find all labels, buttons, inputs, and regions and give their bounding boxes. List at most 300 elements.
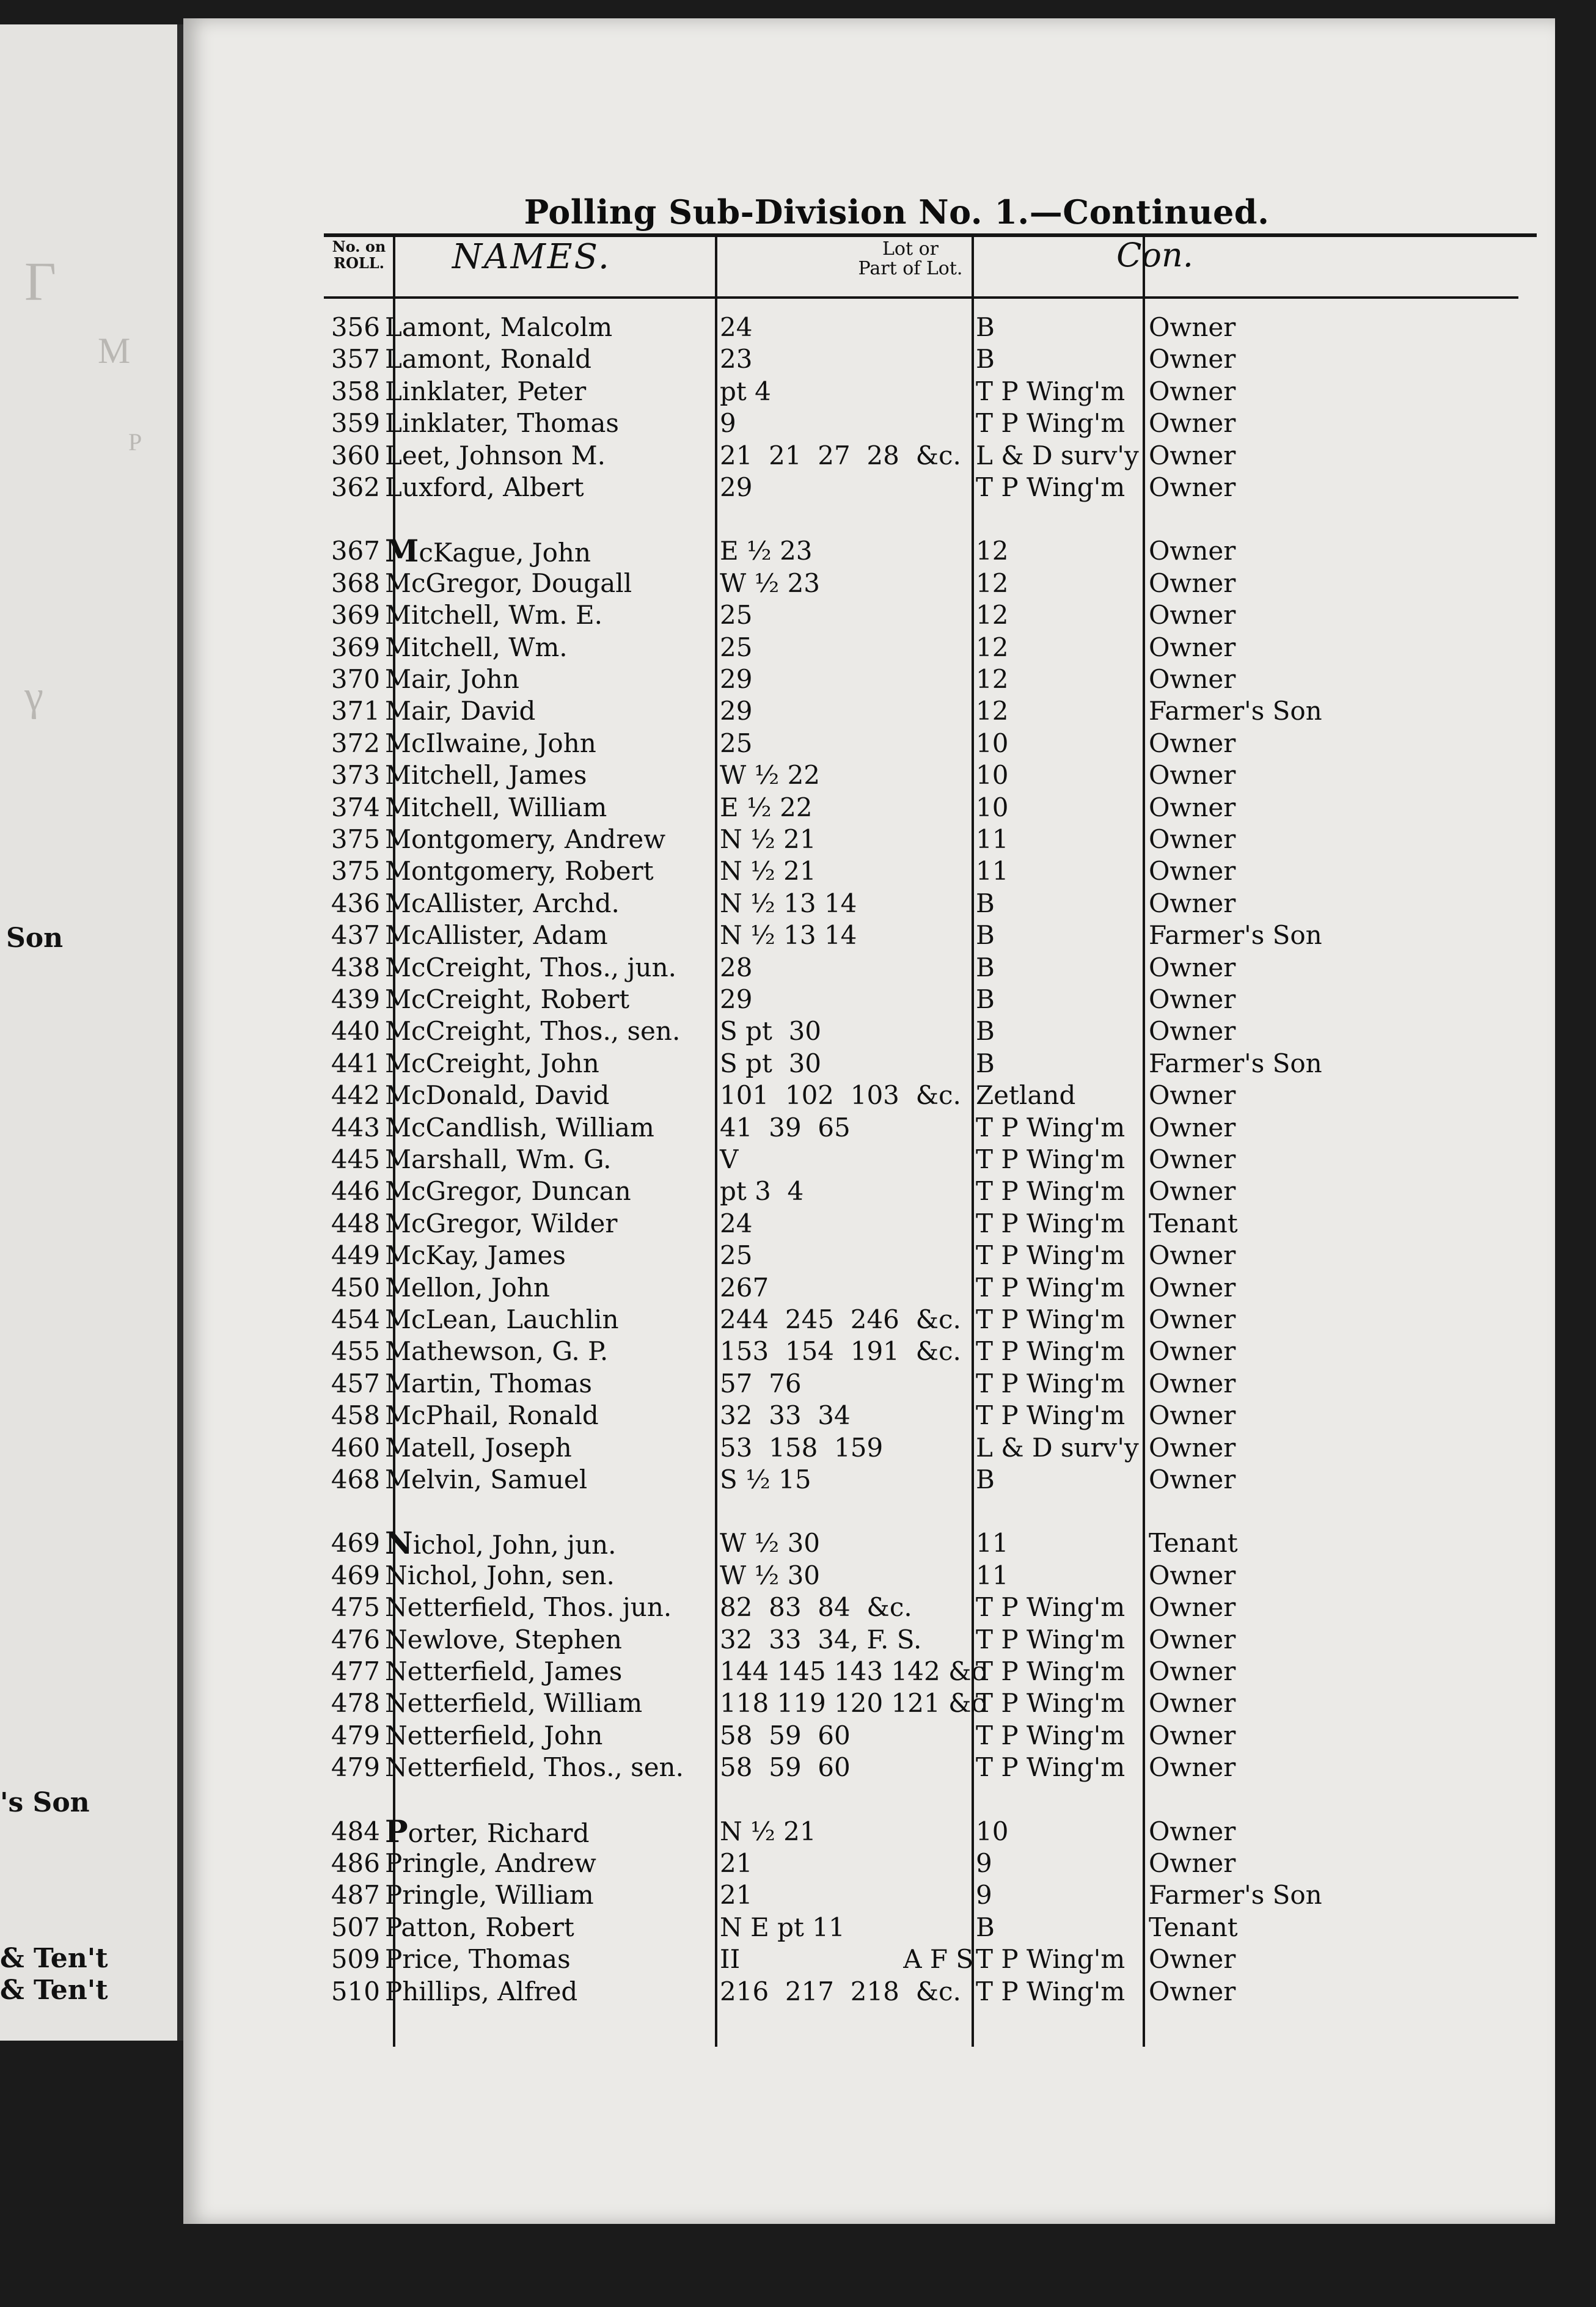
concession: T P Wing'm bbox=[976, 408, 1126, 438]
status: Tenant bbox=[1149, 1208, 1238, 1238]
roll-number: 370 bbox=[331, 664, 380, 694]
voter-name: Price, Thomas bbox=[385, 1944, 571, 1974]
status: Owner bbox=[1149, 1304, 1236, 1334]
status: Owner bbox=[1149, 1336, 1236, 1366]
concession: 10 bbox=[976, 760, 1009, 790]
voter-name: Phillips, Alfred bbox=[385, 1976, 578, 2006]
roll-number: 438 bbox=[331, 952, 380, 982]
ghost-glyph: M bbox=[98, 331, 131, 371]
table-row bbox=[183, 1976, 1555, 2008]
voter-name: Mair, David bbox=[385, 696, 536, 726]
voter-name: McAllister, Adam bbox=[385, 920, 608, 950]
roll-number: 367 bbox=[331, 536, 380, 566]
table-row bbox=[183, 1912, 1555, 1943]
roll-number: 358 bbox=[331, 376, 380, 406]
header-bottom-rule bbox=[324, 296, 1518, 299]
table-row bbox=[183, 376, 1555, 408]
lot: V bbox=[720, 1144, 739, 1174]
lot: 21 bbox=[720, 1848, 753, 1878]
concession: B bbox=[976, 1912, 995, 1942]
lot: 25 bbox=[720, 1240, 753, 1270]
lot: 24 bbox=[720, 312, 753, 342]
lot: N ½ 13 14 bbox=[720, 888, 857, 918]
table-row bbox=[183, 1527, 1555, 1559]
concession: 12 bbox=[976, 568, 1009, 598]
left-fragment-son: Son bbox=[6, 923, 64, 954]
roll-number: 445 bbox=[331, 1144, 380, 1174]
status: Owner bbox=[1149, 376, 1236, 406]
table-row bbox=[183, 1560, 1555, 1592]
roll-number: 487 bbox=[331, 1880, 380, 1910]
left-fragment-tenant: & Ten't bbox=[0, 1943, 108, 1974]
table-row bbox=[183, 952, 1555, 984]
lot: E ½ 22 bbox=[720, 792, 813, 822]
table-row bbox=[183, 1464, 1555, 1496]
concession: 11 bbox=[976, 1528, 1009, 1558]
lot: N ½ 21 bbox=[720, 824, 816, 854]
roll-number: 484 bbox=[331, 1816, 380, 1846]
voter-name: McPhail, Ronald bbox=[385, 1400, 599, 1430]
lot: S pt 30 bbox=[720, 1016, 822, 1046]
concession: B bbox=[976, 920, 995, 950]
voter-name: Mitchell, James bbox=[385, 760, 587, 790]
roll-number: 440 bbox=[331, 1016, 380, 1046]
concession: L & D surv'y bbox=[976, 441, 1139, 470]
concession: 10 bbox=[976, 728, 1009, 758]
voter-name: Pringle, Andrew bbox=[385, 1848, 596, 1878]
voter-name-rest: ichol, John, jun. bbox=[412, 1530, 617, 1560]
voter-name: McGregor, Wilder bbox=[385, 1208, 618, 1238]
roll-number: 373 bbox=[331, 760, 380, 790]
table-row bbox=[183, 1656, 1555, 1687]
voter-name bbox=[385, 535, 591, 569]
lot: 244 245 246 &c. bbox=[720, 1304, 961, 1334]
roll-number: 446 bbox=[331, 1176, 380, 1206]
voter-name: Nichol, John, sen. bbox=[385, 1560, 615, 1590]
lot: 28 bbox=[720, 952, 753, 982]
roll-number: 360 bbox=[331, 441, 380, 470]
lot: 23 bbox=[720, 344, 753, 374]
header-lot bbox=[785, 239, 1036, 279]
table-row bbox=[183, 1624, 1555, 1656]
roll-number: 374 bbox=[331, 792, 380, 822]
table-row bbox=[183, 1336, 1555, 1367]
table-row bbox=[183, 1400, 1555, 1431]
status: Farmer's Son bbox=[1149, 920, 1322, 950]
concession: 12 bbox=[976, 696, 1009, 726]
roll-number: 486 bbox=[331, 1848, 380, 1878]
voter-name-rest: cKague, John bbox=[419, 538, 591, 568]
concession: B bbox=[976, 1048, 995, 1078]
voter-name: Montgomery, Robert bbox=[385, 856, 654, 886]
voter-name: Marshall, Wm. G. bbox=[385, 1144, 612, 1174]
voter-name: McAllister, Archd. bbox=[385, 888, 620, 918]
table-row bbox=[183, 1208, 1555, 1240]
roll-number: 460 bbox=[331, 1433, 380, 1463]
roll-number: 449 bbox=[331, 1240, 380, 1270]
lot: W ½ 30 bbox=[720, 1560, 821, 1590]
concession: 11 bbox=[976, 824, 1009, 854]
concession: T P Wing'm bbox=[976, 1336, 1126, 1366]
section-initial: P bbox=[385, 1813, 408, 1849]
lot: 32 33 34 bbox=[720, 1400, 851, 1430]
status: Owner bbox=[1149, 344, 1236, 374]
status: Owner bbox=[1149, 1369, 1236, 1398]
concession: T P Wing'm bbox=[976, 1752, 1126, 1782]
roll-number: 510 bbox=[331, 1976, 380, 2006]
status: Owner bbox=[1149, 1592, 1236, 1622]
concession: B bbox=[976, 1016, 995, 1046]
table-row bbox=[183, 1175, 1555, 1207]
roll-number: 368 bbox=[331, 568, 380, 598]
lot: 29 bbox=[720, 664, 753, 694]
concession: T P Wing'm bbox=[976, 1304, 1126, 1334]
voter-name: Mair, John bbox=[385, 664, 519, 694]
ghost-glyph: γ bbox=[24, 673, 43, 720]
voter-name: Melvin, Samuel bbox=[385, 1464, 588, 1494]
page-title bbox=[183, 192, 1555, 232]
voter-name: McGregor, Duncan bbox=[385, 1176, 631, 1206]
table-row bbox=[183, 1015, 1555, 1047]
concession: T P Wing'm bbox=[976, 1976, 1126, 2006]
status: Owner bbox=[1149, 1656, 1236, 1686]
concession: T P Wing'm bbox=[976, 472, 1126, 502]
lot: W ½ 22 bbox=[720, 760, 821, 790]
voter-name: Martin, Thomas bbox=[385, 1369, 592, 1398]
voter-name: Mathewson, G. P. bbox=[385, 1336, 609, 1366]
table-row bbox=[183, 632, 1555, 664]
status: Owner bbox=[1149, 600, 1236, 630]
concession: T P Wing'm bbox=[976, 1720, 1126, 1750]
table-row bbox=[183, 1048, 1555, 1080]
status: Owner bbox=[1149, 1240, 1236, 1270]
voter-name: Linklater, Thomas bbox=[385, 408, 619, 438]
section-initial: M bbox=[385, 533, 419, 569]
status: Owner bbox=[1149, 952, 1236, 982]
status: Owner bbox=[1149, 1113, 1236, 1143]
lot: 58 59 60 bbox=[720, 1720, 851, 1750]
lot: pt 4 bbox=[720, 376, 771, 406]
status: Owner bbox=[1149, 1944, 1236, 1974]
table-row bbox=[183, 888, 1555, 920]
concession: T P Wing'm bbox=[976, 1113, 1126, 1143]
lot: 32 33 34, F. S. bbox=[720, 1625, 922, 1654]
voter-name: McCreight, Thos., sen. bbox=[385, 1016, 681, 1046]
concession: T P Wing'm bbox=[976, 1592, 1126, 1622]
roll-number: 442 bbox=[331, 1080, 380, 1110]
roll-number: 476 bbox=[331, 1625, 380, 1654]
lot: 144 145 143 142 &c bbox=[720, 1656, 986, 1686]
lot: 29 bbox=[720, 984, 753, 1014]
lot: N ½ 13 14 bbox=[720, 920, 857, 950]
status: Owner bbox=[1149, 760, 1236, 790]
concession: B bbox=[976, 312, 995, 342]
status: Owner bbox=[1149, 824, 1236, 854]
concession: T P Wing'm bbox=[976, 1625, 1126, 1654]
voter-name: McLean, Lauchlin bbox=[385, 1304, 619, 1334]
roll-number: 441 bbox=[331, 1048, 380, 1078]
concession: 12 bbox=[976, 600, 1009, 630]
status: Owner bbox=[1149, 1560, 1236, 1590]
voter-name: Matell, Joseph bbox=[385, 1433, 572, 1463]
section-initial: N bbox=[385, 1525, 413, 1561]
ghost-glyph: P bbox=[128, 428, 142, 456]
status: Owner bbox=[1149, 472, 1236, 502]
roll-number: 369 bbox=[331, 632, 380, 662]
table-row bbox=[183, 664, 1555, 695]
voter-name: Mitchell, William bbox=[385, 792, 607, 822]
table-row bbox=[183, 1368, 1555, 1400]
ghost-glyph: Γ bbox=[24, 252, 57, 312]
concession: T P Wing'm bbox=[976, 1688, 1126, 1718]
table-row bbox=[183, 1144, 1555, 1175]
lot: S ½ 15 bbox=[720, 1464, 811, 1494]
status: Owner bbox=[1149, 1688, 1236, 1718]
roll-number: 436 bbox=[331, 888, 380, 918]
roll-number: 469 bbox=[331, 1528, 380, 1558]
voter-name: Montgomery, Andrew bbox=[385, 824, 666, 854]
voter-name: McIlwaine, John bbox=[385, 728, 596, 758]
roll-number: 479 bbox=[331, 1720, 380, 1750]
roll-number: 478 bbox=[331, 1688, 380, 1718]
status: Owner bbox=[1149, 888, 1236, 918]
roll-number: 458 bbox=[331, 1400, 380, 1430]
voter-name: McGregor, Dougall bbox=[385, 568, 632, 598]
lot: 101 102 103 &c. bbox=[720, 1080, 961, 1110]
table-row bbox=[183, 1272, 1555, 1304]
status: Owner bbox=[1149, 408, 1236, 438]
concession: T P Wing'm bbox=[976, 1944, 1126, 1974]
concession: B bbox=[976, 984, 995, 1014]
lot: 9 bbox=[720, 408, 736, 438]
table-row bbox=[183, 984, 1555, 1015]
voter-name: Leet, Johnson M. bbox=[385, 441, 606, 470]
lot: II A F S bbox=[720, 1944, 974, 1974]
voter-name: Mitchell, Wm. bbox=[385, 632, 568, 662]
status: Owner bbox=[1149, 856, 1236, 886]
concession: B bbox=[976, 952, 995, 982]
lot: 21 bbox=[720, 1880, 753, 1910]
table-row bbox=[183, 1752, 1555, 1783]
voter-name: Netterfield, Thos. jun. bbox=[385, 1592, 672, 1622]
table-row bbox=[183, 1879, 1555, 1911]
roll-number: 372 bbox=[331, 728, 380, 758]
concession: 10 bbox=[976, 792, 1009, 822]
voter-name: Newlove, Stephen bbox=[385, 1625, 622, 1654]
concession: B bbox=[976, 888, 995, 918]
voter-name: McKay, James bbox=[385, 1240, 566, 1270]
voter-name: Patton, Robert bbox=[385, 1912, 574, 1942]
roll-number: 375 bbox=[331, 824, 380, 854]
table-row bbox=[183, 792, 1555, 824]
roll-number: 375 bbox=[331, 856, 380, 886]
status: Owner bbox=[1149, 792, 1236, 822]
voter-name: Lamont, Ronald bbox=[385, 344, 591, 374]
concession: T P Wing'm bbox=[976, 1208, 1126, 1238]
header-lot-line2: Part of Lot. bbox=[858, 258, 963, 279]
status: Owner bbox=[1149, 441, 1236, 470]
status: Tenant bbox=[1149, 1912, 1238, 1942]
table-row bbox=[183, 1304, 1555, 1336]
lot: 29 bbox=[720, 472, 753, 502]
lot: 24 bbox=[720, 1208, 753, 1238]
lot: N ½ 21 bbox=[720, 856, 816, 886]
table-row bbox=[183, 728, 1555, 759]
voter-name: McCreight, Robert bbox=[385, 984, 630, 1014]
concession: T P Wing'm bbox=[976, 1400, 1126, 1430]
status: Farmer's Son bbox=[1149, 1880, 1322, 1910]
lot: W ½ 23 bbox=[720, 568, 821, 598]
table-row bbox=[183, 1432, 1555, 1464]
status: Owner bbox=[1149, 568, 1236, 598]
lot: 21 21 27 28 &c. bbox=[720, 441, 961, 470]
lot: 118 119 120 121 &c bbox=[720, 1688, 986, 1718]
status: Owner bbox=[1149, 536, 1236, 566]
status: Owner bbox=[1149, 632, 1236, 662]
roll-number: 457 bbox=[331, 1369, 380, 1398]
lot: 57 76 bbox=[720, 1369, 802, 1398]
roll-number: 362 bbox=[331, 472, 380, 502]
table-row bbox=[183, 855, 1555, 887]
voter-name bbox=[385, 1527, 617, 1561]
concession: 12 bbox=[976, 632, 1009, 662]
roll-number: 469 bbox=[331, 1560, 380, 1590]
voter-name: Netterfield, John bbox=[385, 1720, 603, 1750]
status: Owner bbox=[1149, 1752, 1236, 1782]
concession: T P Wing'm bbox=[976, 1369, 1126, 1398]
roll-number: 437 bbox=[331, 920, 380, 950]
voter-name: Netterfield, James bbox=[385, 1656, 623, 1686]
roll-number: 448 bbox=[331, 1208, 380, 1238]
voter-name: Mellon, John bbox=[385, 1273, 550, 1303]
table-row bbox=[183, 535, 1555, 567]
table-row bbox=[183, 599, 1555, 631]
lot: N ½ 21 bbox=[720, 1816, 816, 1846]
lot: 58 59 60 bbox=[720, 1752, 851, 1782]
concession: 11 bbox=[976, 1560, 1009, 1590]
concession: T P Wing'm bbox=[976, 1144, 1126, 1174]
concession: B bbox=[976, 344, 995, 374]
header-con: Con. bbox=[1116, 236, 1193, 274]
table-row bbox=[183, 1720, 1555, 1752]
lot: 267 bbox=[720, 1273, 769, 1303]
table-row bbox=[183, 1112, 1555, 1144]
voter-name: McCreight, John bbox=[385, 1048, 599, 1078]
concession: 10 bbox=[976, 1816, 1009, 1846]
register-page bbox=[183, 18, 1555, 2224]
status: Tenant bbox=[1149, 1528, 1238, 1558]
table-row bbox=[183, 472, 1555, 503]
adjacent-page bbox=[0, 24, 183, 2041]
roll-number: 439 bbox=[331, 984, 380, 1014]
table-row bbox=[183, 343, 1555, 375]
concession: Zetland bbox=[976, 1080, 1076, 1110]
roll-number: 479 bbox=[331, 1752, 380, 1782]
roll-number: 357 bbox=[331, 344, 380, 374]
concession: L & D surv'y bbox=[976, 1433, 1139, 1463]
status: Owner bbox=[1149, 1144, 1236, 1174]
table-row bbox=[183, 1240, 1555, 1271]
lot: 29 bbox=[720, 696, 753, 726]
lot: 25 bbox=[720, 728, 753, 758]
voter-name: McDonald, David bbox=[385, 1080, 610, 1110]
header-lot-line1: Lot or bbox=[882, 238, 939, 260]
concession: 9 bbox=[976, 1848, 992, 1878]
status: Owner bbox=[1149, 984, 1236, 1014]
left-fragment-tenant: & Ten't bbox=[0, 1975, 108, 2006]
voter-name: Netterfield, Thos., sen. bbox=[385, 1752, 684, 1782]
table-row bbox=[183, 920, 1555, 951]
status: Owner bbox=[1149, 1433, 1236, 1463]
header-no-on-roll bbox=[324, 238, 394, 271]
table-row bbox=[183, 1687, 1555, 1719]
status: Owner bbox=[1149, 1016, 1236, 1046]
voter-name: Linklater, Peter bbox=[385, 376, 587, 406]
voter-name: McCandlish, William bbox=[385, 1113, 654, 1143]
roll-number: 509 bbox=[331, 1944, 380, 1974]
lot: N E pt 11 bbox=[720, 1912, 845, 1942]
lot: 41 39 65 bbox=[720, 1113, 851, 1143]
table-row bbox=[183, 824, 1555, 855]
status: Owner bbox=[1149, 1176, 1236, 1206]
table-row bbox=[183, 1943, 1555, 1975]
roll-number: 475 bbox=[331, 1592, 380, 1622]
title-continued: —Continued. bbox=[1029, 192, 1270, 232]
status: Owner bbox=[1149, 1816, 1236, 1846]
roll-number: 507 bbox=[331, 1912, 380, 1942]
roll-number: 443 bbox=[331, 1113, 380, 1143]
lot: W ½ 30 bbox=[720, 1528, 821, 1558]
table-row bbox=[183, 312, 1555, 343]
status: Owner bbox=[1149, 1976, 1236, 2006]
roll-number: 356 bbox=[331, 312, 380, 342]
lot: 25 bbox=[720, 600, 753, 630]
concession: 11 bbox=[976, 856, 1009, 886]
lot: 216 217 218 &c. bbox=[720, 1976, 961, 2006]
table-row bbox=[183, 440, 1555, 472]
table-row bbox=[183, 1592, 1555, 1623]
lot: S pt 30 bbox=[720, 1048, 822, 1078]
voter-name: Luxford, Albert bbox=[385, 472, 584, 502]
lot: pt 3 4 bbox=[720, 1176, 804, 1206]
title-main: Polling Sub-Division No. 1. bbox=[524, 192, 1030, 232]
table-row bbox=[183, 695, 1555, 727]
status: Owner bbox=[1149, 1400, 1236, 1430]
status: Owner bbox=[1149, 664, 1236, 694]
lot: 82 83 84 &c. bbox=[720, 1592, 912, 1622]
voter-name: Lamont, Malcolm bbox=[385, 312, 613, 342]
concession: 12 bbox=[976, 536, 1009, 566]
header-no-on-roll-line2: ROLL. bbox=[334, 254, 384, 272]
concession: 12 bbox=[976, 664, 1009, 694]
concession: B bbox=[976, 1464, 995, 1494]
lot: E ½ 23 bbox=[720, 536, 813, 566]
status: Farmer's Son bbox=[1149, 696, 1322, 726]
roll-number: 468 bbox=[331, 1464, 380, 1494]
concession: T P Wing'm bbox=[976, 1656, 1126, 1686]
header-no-on-roll-line1: No. on bbox=[332, 238, 386, 255]
status: Owner bbox=[1149, 728, 1236, 758]
roll-number: 477 bbox=[331, 1656, 380, 1686]
status: Owner bbox=[1149, 1625, 1236, 1654]
roll-number: 371 bbox=[331, 696, 380, 726]
voter-name: Netterfield, William bbox=[385, 1688, 643, 1718]
table-row bbox=[183, 759, 1555, 791]
roll-number: 369 bbox=[331, 600, 380, 630]
header-names: NAMES. bbox=[452, 237, 611, 277]
table-row bbox=[183, 408, 1555, 439]
concession: T P Wing'm bbox=[976, 1176, 1126, 1206]
